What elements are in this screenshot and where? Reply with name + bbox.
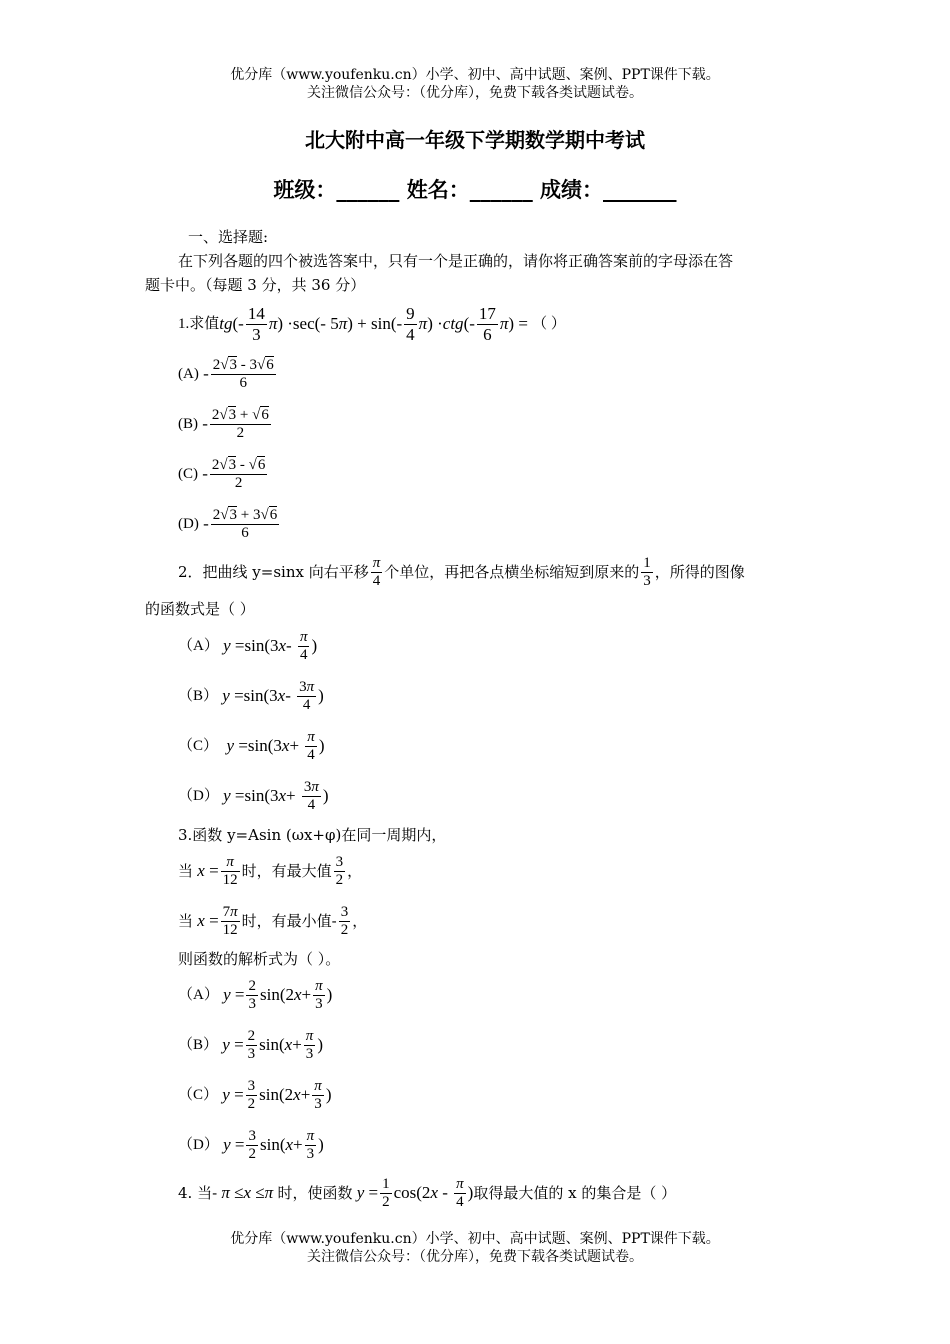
q2-stem-part-a: 2．把曲线 y=sinx 向右平移 [178, 563, 369, 581]
q2-option-a: （A） y =sin(3 x - $\frac{\pi}{4}$ ) [178, 628, 318, 663]
q1-option-b: (B) - $\frac{2√3 + √6}{2}$ [178, 406, 269, 441]
q2-stem-part-d: 的函数式是（ ） [145, 600, 255, 618]
section-intro-line-2: 题卡中。（每题 3 分，共 36 分） [145, 276, 366, 294]
option-label: (D) [178, 516, 199, 532]
header-line-2: 关注微信公众号：（优分库），免费下载各类试题试卷。 [307, 85, 643, 101]
option-label: (C) [178, 466, 198, 482]
page-title: 北大附中高一年级下学期数学期中考试 [305, 128, 645, 152]
q2-scale-den: 3 [643, 572, 651, 589]
q4-suffix: 取得最大值的 x 的集合是（ ） [473, 1184, 677, 1202]
option-label: (A) [178, 366, 199, 382]
option-label: （C） [178, 738, 219, 754]
q3-option-a: （A） y = $\frac{2}{3}$ sin(2 x + $\frac{\pi}{3}$ ) [178, 977, 333, 1012]
q2-shift-num: π [372, 554, 381, 571]
question-1-stem: 1.求值 tg (- $\frac{14}{3}$ π ) ·sec(- 5 π ) + sin(- $\frac{9}{4}$ π ) · ctg (- $\frac{17}{6}$ π ) = （ ） [178, 303, 566, 344]
q3-option-d: （D） y = $\frac{3}{2}$ sin( x + $\frac{\pi}{3}$ ) [178, 1127, 324, 1162]
q2-option-c: （C） y =sin(3 x + $\frac{\pi}{4}$ ) [178, 728, 325, 763]
q1-answer-blank: （ ） [532, 316, 566, 332]
q2-shift-den: 4 [372, 572, 381, 589]
question-3-stem: 3.函数 y=Asin (ωx+φ)在同一周期内， [178, 826, 447, 844]
q2-option-d: （D） y =sin(3 x + $\frac{3\pi}{4}$ ) [178, 778, 329, 813]
q2-option-b: （B） y =sin(3 x - $\frac{3\pi}{4}$ ) [178, 678, 324, 713]
option-sign: - [202, 414, 208, 433]
q1-option-c: (C) - $\frac{2√3 - √6}{2}$ [178, 456, 266, 491]
q3-max-line: 当 x = $\frac{\pi}{12}$ 时，有最大值 $\frac{3}{2}$ ， [178, 853, 363, 888]
option-label: （D） [178, 1137, 219, 1153]
option-label: (B) [178, 416, 198, 432]
q3-min-a: 当 [178, 912, 194, 930]
footer-line-2: 关注微信公众号：（优分库），免费下载各类试题试卷。 [307, 1249, 643, 1265]
section-heading: 一、选择题: [188, 228, 269, 246]
option-sign: - [203, 514, 209, 533]
option-sign: - [203, 364, 209, 383]
q4-middle: 时，使函数 [277, 1184, 353, 1202]
question-4-stem: 4. 当- π ≤x ≤π 时，使函数 y = $\frac{1}{2}$ cos(2x - $\frac{\pi}{4}$ ) 取得最大值的 x 的集合是（ ） [178, 1175, 677, 1210]
q2-stem-part-b: 个单位，再把各点横坐标缩短到原来的 [384, 563, 640, 581]
q1-option-d: (D) - $\frac{2√3 + 3√6}{6}$ [178, 506, 278, 541]
q3-min-line: 当 x = $\frac{7\pi}{12}$ 时，有最小值- $\frac{3}{2}$ ， [178, 903, 368, 938]
option-label: （B） [178, 688, 219, 704]
q3-min-b: 时，有最小值- [241, 912, 337, 930]
q3-ask: 则函数的解析式为（ ）。 [178, 950, 341, 968]
section-intro-line-1: 在下列各题的四个被选答案中，只有一个是正确的，请你将正确答案前的字母添在答 [178, 252, 734, 270]
option-label: （B） [178, 1037, 219, 1053]
q2-scale-num: 1 [643, 554, 651, 571]
option-sign: - [202, 464, 208, 483]
q4-prefix: 4. 当- [178, 1184, 218, 1202]
option-label: （A） [178, 987, 219, 1003]
header-line-1: 优分库（www.youfenku.cn）小学、初中、高中试题、案例、PPT课件下载。 [230, 67, 720, 83]
option-label: （A） [178, 638, 219, 654]
q3-option-b: （B） y = $\frac{2}{3}$ sin( x + $\frac{\pi}{3}$ ) [178, 1027, 323, 1062]
q3-option-c: （C） y = $\frac{3}{2}$ sin(2 x + $\frac{\pi}{3}$ ) [178, 1077, 332, 1112]
option-label: （D） [178, 788, 219, 804]
q1-prefix: 1.求值 [178, 316, 220, 332]
student-info-line: 班级：______ 姓名：______ 成绩：_______ [273, 178, 677, 202]
q2-stem-part-c: ，所得的图像 [654, 563, 745, 581]
option-label: （C） [178, 1087, 219, 1103]
footer-line-1: 优分库（www.youfenku.cn）小学、初中、高中试题、案例、PPT课件下载。 [230, 1231, 720, 1247]
question-2-stem [178, 550, 745, 594]
q1-option-a: (A) - $\frac{2√3 - 3√6}{6}$ [178, 356, 274, 391]
q3-max-b: 时，有最大值 [241, 862, 332, 880]
q3-max-a: 当 [178, 862, 194, 880]
